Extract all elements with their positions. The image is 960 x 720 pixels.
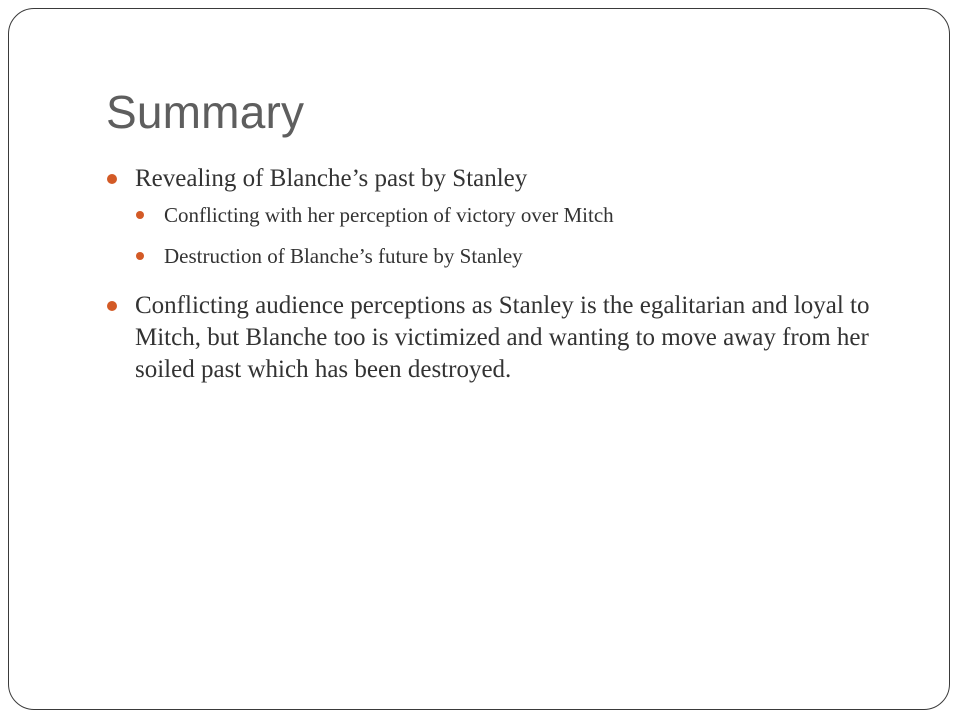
bullet-dot-icon: [136, 211, 144, 219]
bullet-item: [106, 163, 912, 270]
slide-title: Summary: [106, 86, 305, 138]
sub-bullet-list: [135, 201, 912, 270]
bullet-list: [106, 158, 912, 386]
bullet-text: Conflicting audience perceptions as Stanley is the egalitarian and loyal to Mitch, but Blanche too is victimized and wanting to move away from her soiled past which has been destroyed.: [135, 292, 870, 383]
sub-bullet-item: [135, 242, 912, 270]
bullet-dot-icon: [136, 252, 144, 260]
sub-bullet-text: Conflicting with her perception of victory over Mitch: [164, 203, 614, 227]
bullet-dot-icon: [107, 301, 117, 311]
bullet-text: Revealing of Blanche’s past by Stanley: [135, 165, 528, 192]
bullet-item: [106, 290, 912, 386]
sub-bullet-text: Destruction of Blanche’s future by Stanley: [164, 244, 523, 268]
sub-bullet-item: [135, 201, 912, 229]
bullet-dot-icon: [107, 174, 117, 184]
